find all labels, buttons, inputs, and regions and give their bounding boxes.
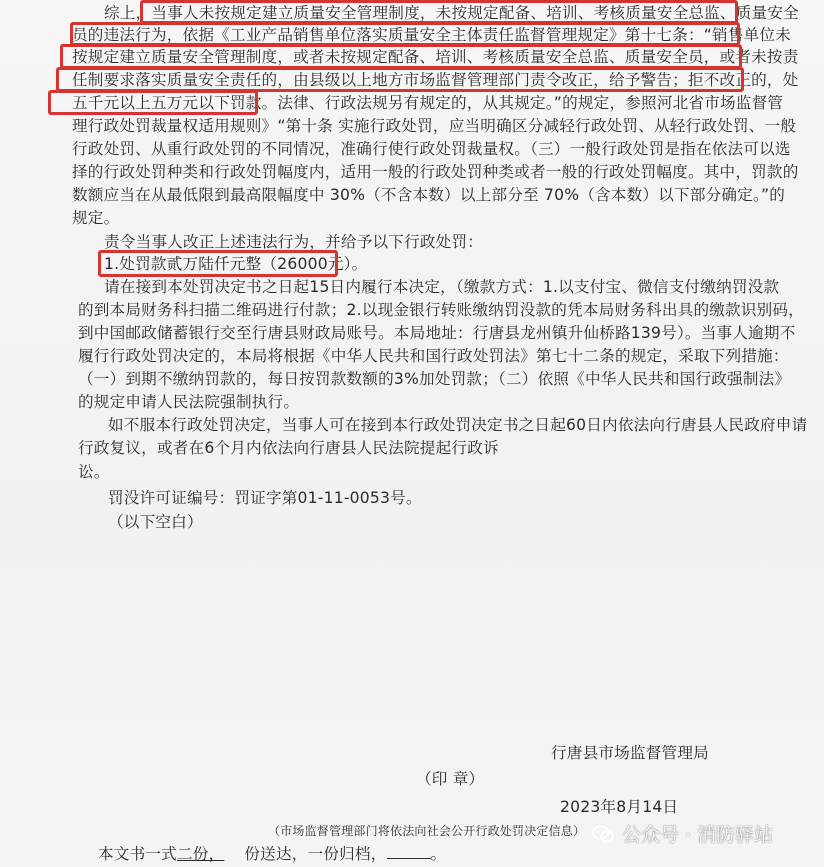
wechat-icon <box>592 825 614 843</box>
watermark-text: 公众号 · 消防驿站 <box>622 824 774 846</box>
text-line-21: 讼。 <box>78 463 110 481</box>
blank-below-marker: （以下空白） <box>108 513 203 531</box>
text-line-17: （一）到期不缴纳罚款的，每日按罚款数额的3%加处罚款；（二）依照《中华人民共和国行政强制法》 <box>78 370 791 388</box>
text-line-14: 的到本局财务科扫描二维码进行付款；2.以现金银行转账缴纳罚没款的凭本局财务科出具的缴款识别码， <box>78 301 804 319</box>
text-line-7: 行政处罚、从重行政处罚的不同情况，准确行使行政处罚裁量权。（三）一般行政处罚是指在依法可以选 <box>72 140 791 158</box>
copies-blank <box>387 844 431 859</box>
text-line-20: 行政复议，或者在6个月内依法向行唐县人民法院提起行政诉 <box>78 439 499 457</box>
copies-part-1: 本文书一式 <box>98 845 177 863</box>
text-line-4: 任制要求落实质量安全责任的，由县级以上地方市场监督管理部门责令改正，给予警告；拒不改正的，处 <box>72 71 799 89</box>
penalty-amount: 1.处罚款贰万陆仟元整（26000元）。 <box>104 255 368 273</box>
text-line-3: 按规定建立质量安全管理制度，或者未按规定配备、培训、考核质量安全总监、质量安全员，或者未按责 <box>72 48 799 66</box>
issue-date: 2023年8月14日 <box>560 798 679 816</box>
text-line-18: 的规定申请人民法院强制执行。 <box>78 393 300 411</box>
text-line-11: 责令当事人改正上述违法行为，并给予以下行政处罚： <box>104 233 484 251</box>
seal-marker: （印 章） <box>416 770 485 788</box>
text-line-9: 数额应当在从最低限到最高限幅度中 30%（不含本数）以上部分至 70%（含本数）以下部分确定。”的 <box>72 186 786 204</box>
text-line-16: 履行行政处罚决定的，本局将根据《中华人民共和国行政处罚法》第七十二条的规定，采取下列措施： <box>78 347 789 365</box>
text-line-6: 理行政处罚裁量权适用规则》“第十条 实施行政处罚，应当明确区分减轻行政处罚、从轻行政处罚、一般 <box>72 117 797 135</box>
text-line-19: 如不服本行政处罚决定，当事人可在接到本行政处罚决定书之日起60日内依法向行唐县人民政府申请 <box>108 416 808 434</box>
copies-part-3: 份送达，一份归档， <box>244 845 387 863</box>
text-line-15: 到中国邮政储蓄银行交至行唐县财政局账号。本局地址：行唐县龙州镇升仙桥路139号）。当事人逾期不 <box>78 324 796 342</box>
wechat-watermark <box>592 820 773 847</box>
copies-part-4: 。 <box>430 845 447 863</box>
license-number: 罚没许可证编号：罚证字第01-11-0053号。 <box>108 489 422 507</box>
disclosure-note: （市场监督管理部门将依法向社会公开行政处罚决定信息） <box>268 824 586 838</box>
issuer-name: 行唐县市场监督管理局 <box>551 744 709 762</box>
text-line-8: 择的行政处罚种类和行政处罚幅度内，适用一般的行政处罚种类或者一般的行政处罚幅度。其中，罚款的 <box>72 163 799 181</box>
text-line-13: 请在接到本处罚决定书之日起15日内履行本决定，（缴款方式：1.以支付宝、微信支付缴纳罚没款 <box>104 278 780 296</box>
text-line-10: 规定。 <box>72 209 120 227</box>
copies-part-2: 二份， <box>176 845 225 863</box>
text-line-2: 员的违法行为，依据《工业产品销售单位落实质量安全主体责任监督管理规定》第十七条：“销售单位未 <box>72 26 791 44</box>
text-line-5: 五千元以上五万元以下罚款。法律、行政法规另有规定的，从其规定。”的规定，参照河北省市场监督管 <box>72 94 784 112</box>
copies-line <box>98 843 446 865</box>
text-line-1: 综上，当事人未按规定建立质量安全管理制度，未按规定配备、培训、考核质量安全总监、质量安全 <box>104 4 799 22</box>
